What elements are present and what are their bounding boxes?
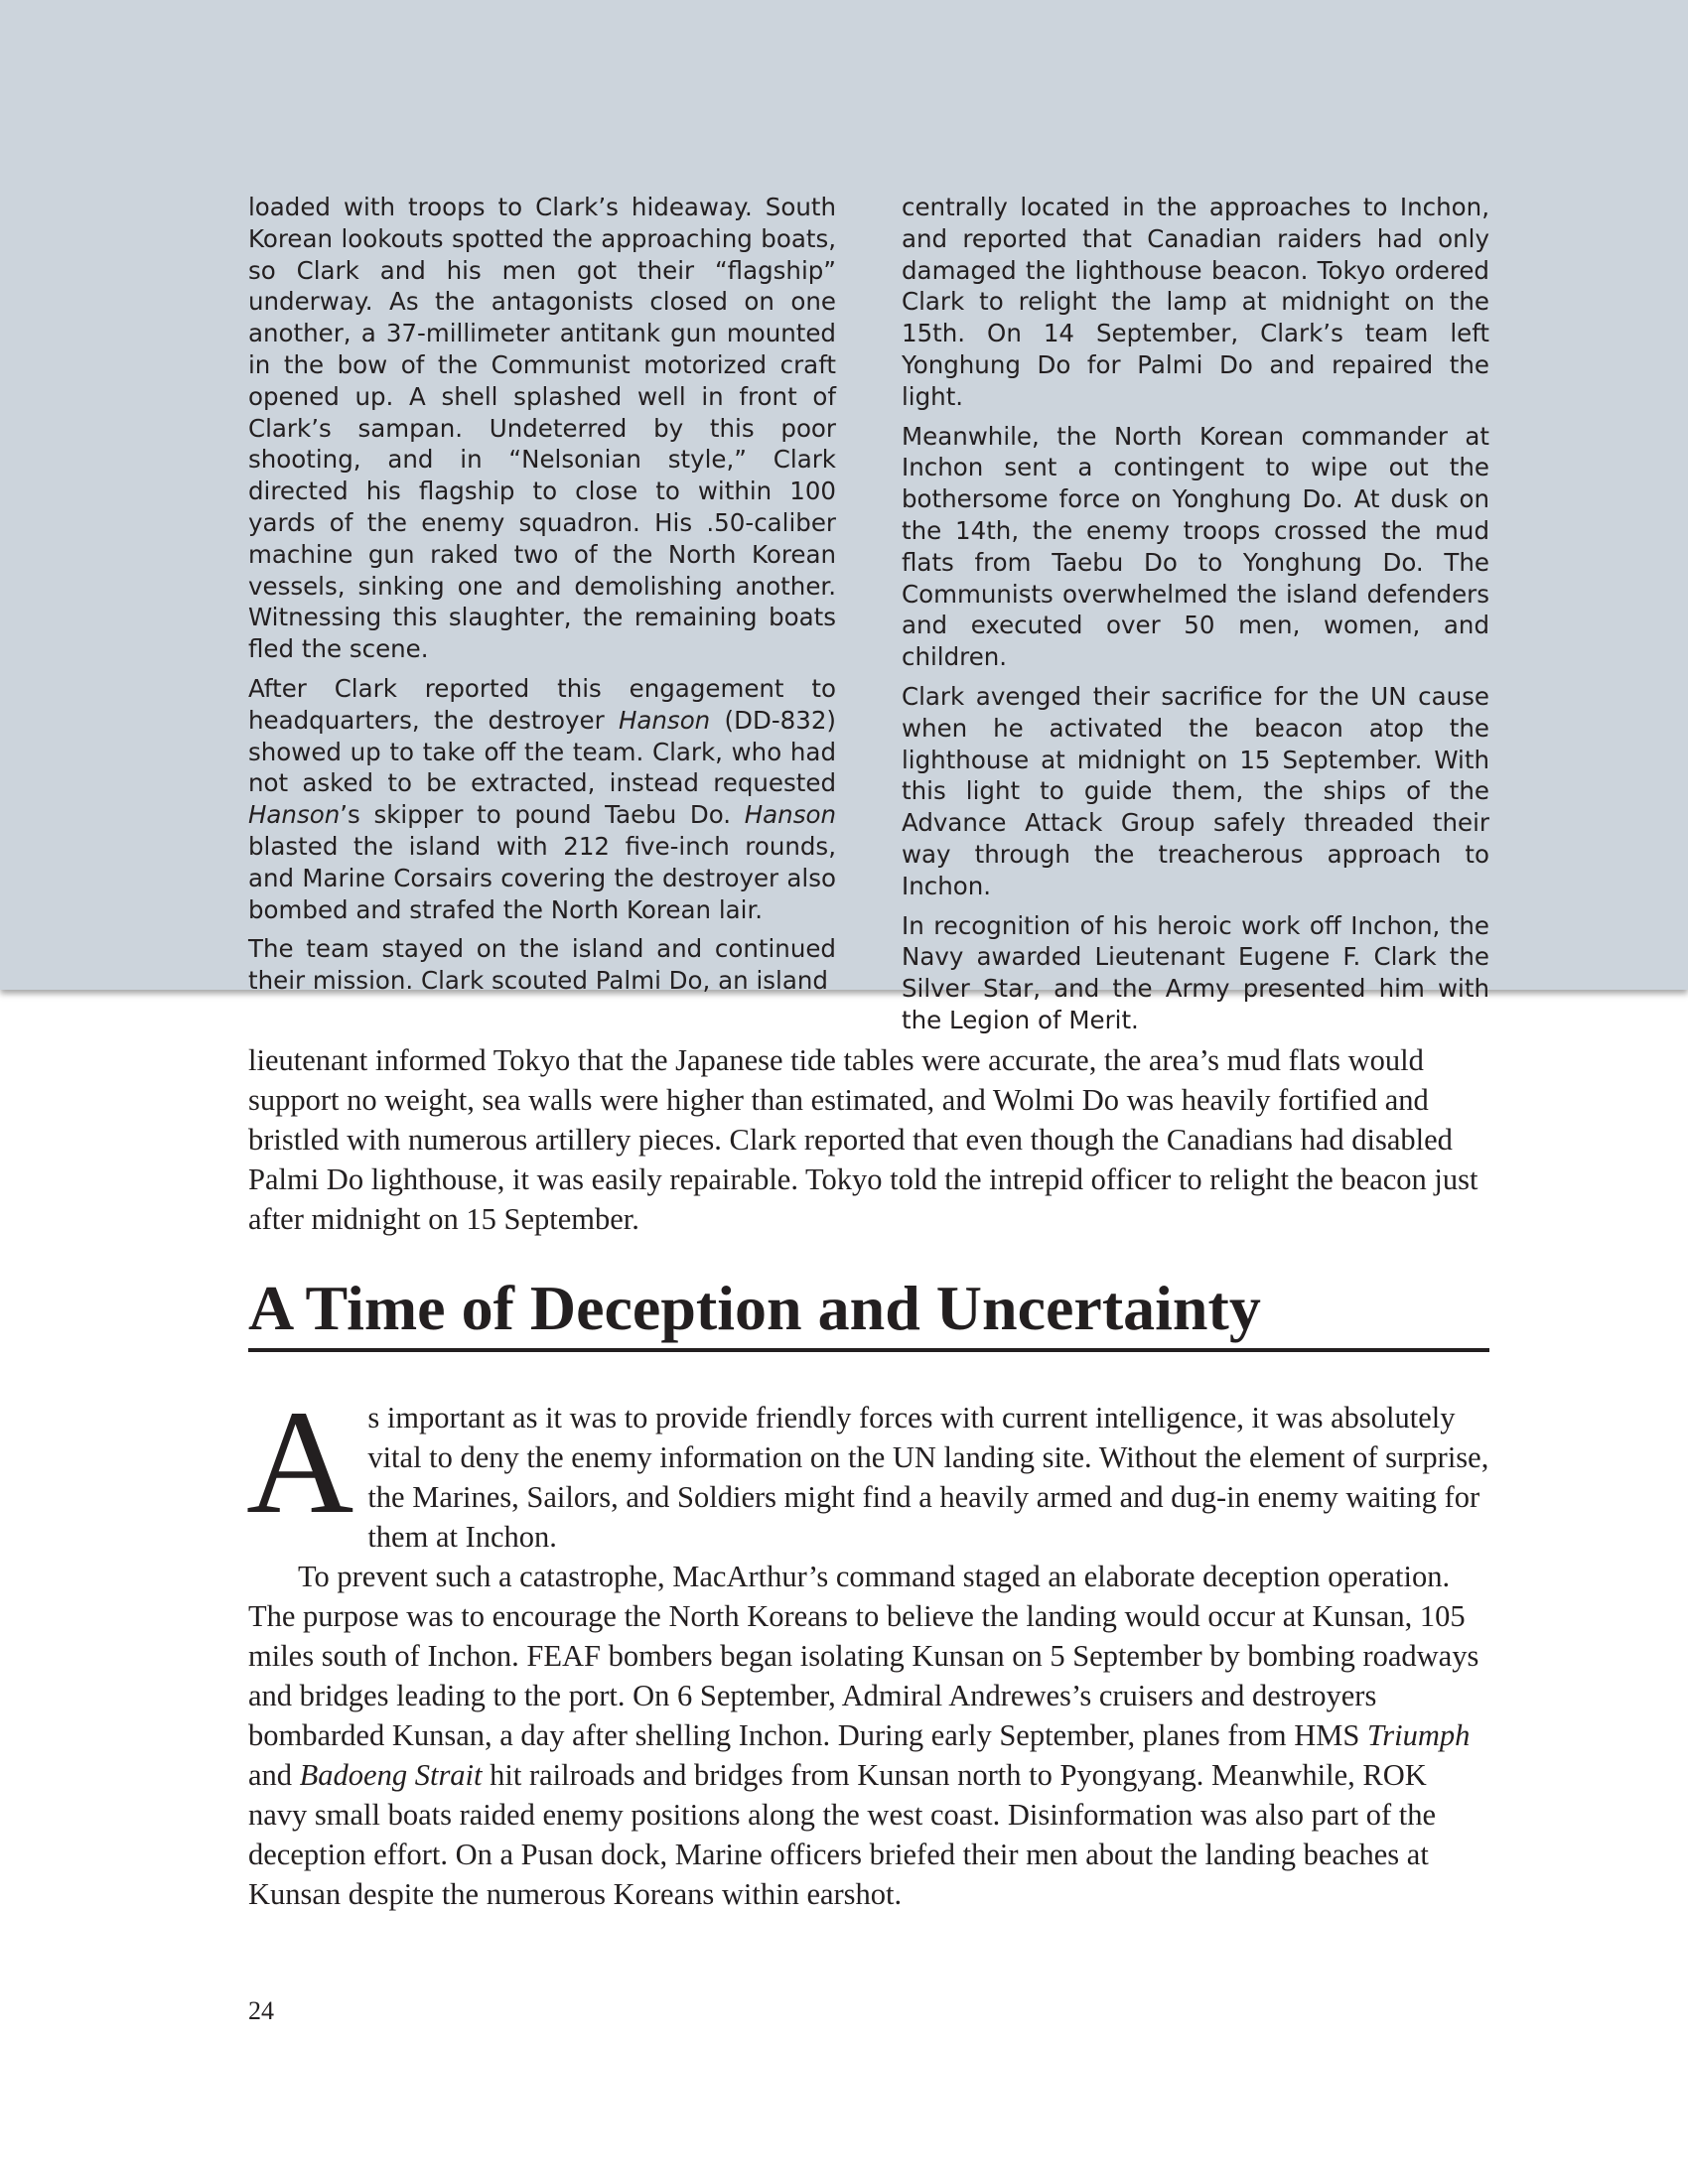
- section-heading: A Time of Deception and Uncertainty: [248, 1269, 1489, 1352]
- sidebar-left-column: [248, 192, 836, 996]
- sidebar-paragraph: [248, 673, 836, 925]
- main-body: [248, 1040, 1489, 1239]
- sidebar-paragraph: Clark avenged their sacrifice for the UN cause when he activated the beacon atop the lighthouse at midnight on 15 September. With this light to guide them, the ships of the Advance Attack Group safely threaded their way through the treacherous approach to Inchon.: [902, 681, 1489, 900]
- sidebar-paragraph: centrally located in the approaches to Inchon, and reported that Canadian raiders had only damaged the lighthouse beacon. Tokyo ordered Clark to relight the lamp at midnight on the 15th. On 14 September, Clark’s team left Yonghung Do for Palmi Do and repaired the light.: [902, 193, 1489, 411]
- sidebar-paragraph: In recognition of his heroic work off Inchon, the Navy awarded Lieutenant Eugene F. Clark the Silver Star, and the Army presented him with the Legion of Merit.: [902, 910, 1489, 1034]
- body-paragraph: lieutenant informed Tokyo that the Japanese tide tables were accurate, the area’s mud flats would support no weight, sea walls were higher than estimated, and Wolmi Do was heavily fortified and bristled with numerous artillery pieces. Clark reported that even though the Canadians had disabled Palmi Do lighthouse, it was easily repairable. Tokyo told the intrepid officer to relight the beacon just after midnight on 15 September.: [248, 1043, 1478, 1236]
- ship-name: Hanson: [744, 800, 836, 830]
- text-span: ’s skipper to pound Taebu Do.: [340, 800, 745, 830]
- ship-name: Triumph: [1366, 1718, 1471, 1752]
- sidebar-paragraph: loaded with troops to Clark’s hideaway. South Korean lookouts spotted the approaching boats, so Clark and his men got their “flagship” underway. As the antagonists closed on one another, a 37-millimeter antitank gun mounted in the bow of the Communist motorized craft opened up. A shell splashed well in front of Clark’s sampan. Undeterred by this poor shooting, and in “Nelsonian style,” Clark directed his flagship to close to within 100 yards of the enemy squadron. His .50-caliber machine gun raked two of the North Korean vessels, sinking one and demolishing another. Witnessing this slaughter, the remaining boats fled the scene.: [248, 193, 836, 664]
- ship-name: Badoeng Strait: [299, 1758, 483, 1792]
- ship-name: Hanson: [618, 705, 711, 735]
- ship-name: Hanson: [248, 800, 341, 830]
- sidebar-right-column: [902, 192, 1489, 1034]
- sidebar-box: [0, 0, 1688, 1034]
- text-span: To prevent such a catastrophe, MacArthur’s command staged an elaborate deception operation. The purpose was to encourage the North Koreans to believe the landing would occur at Kunsan, 105 miles south of Inchon. FEAF bombers began isolating Kunsan on 5 September by bombing roadways and bridges leading to the port. On 6 September, Admiral Andrewes’s cruisers and destroyers bombarded Kunsan, a day after shelling Inchon. During early September, planes from HMS: [248, 1560, 1479, 1752]
- page-number: 24: [248, 1996, 274, 2025]
- text-span: s important as it was to provide friendly forces with current intelligence, it was absolutely vital to deny the enemy information on the UN landing site. Without the element of surprise, the Marines, Sailors, and Soldiers might find a heavily armed and dug-in enemy waiting for them at Inchon.: [367, 1401, 1489, 1554]
- text-span: and: [248, 1758, 300, 1792]
- drop-cap: A: [246, 1380, 354, 1545]
- body-paragraph: [248, 1557, 1489, 1914]
- text-span: After Clark reported this engagement to headquarters, the destroyer: [248, 673, 836, 735]
- text-span: blasted the island with 212 five-inch rounds, and Marine Corsairs covering the destroyer also bombed and strafed the North Korean lair.: [248, 831, 836, 924]
- sidebar-paragraph: Meanwhile, the North Korean commander at Inchon sent a contingent to wipe out the bothersome force on Yonghung Do. At dusk on the 14th, the enemy troops crossed the mud flats from Taebu Do to Yonghung Do. The Communists overwhelmed the island defenders and executed over 50 men, women, and children.: [902, 421, 1489, 672]
- sidebar-paragraph: The team stayed on the island and continued their mission. Clark scouted Palmi Do, an island: [248, 934, 836, 996]
- text-span: hit railroads and bridges from Kunsan north to Pyongyang. Meanwhile, ROK navy small boats raided enemy positions along the west coast. Disinformation was also part of the deception effort. On a Pusan dock, Marine officers briefed their men about the landing beaches at Kunsan despite the numerous Koreans within earshot.: [248, 1758, 1437, 1911]
- sidebar-columns: [248, 192, 1489, 1034]
- section-body: [246, 1380, 1489, 1914]
- body-paragraph: [246, 1380, 1489, 1557]
- text-span: (DD-832) showed up to take off the team. Clark, who had not asked to be extracted, instead requested: [248, 705, 836, 798]
